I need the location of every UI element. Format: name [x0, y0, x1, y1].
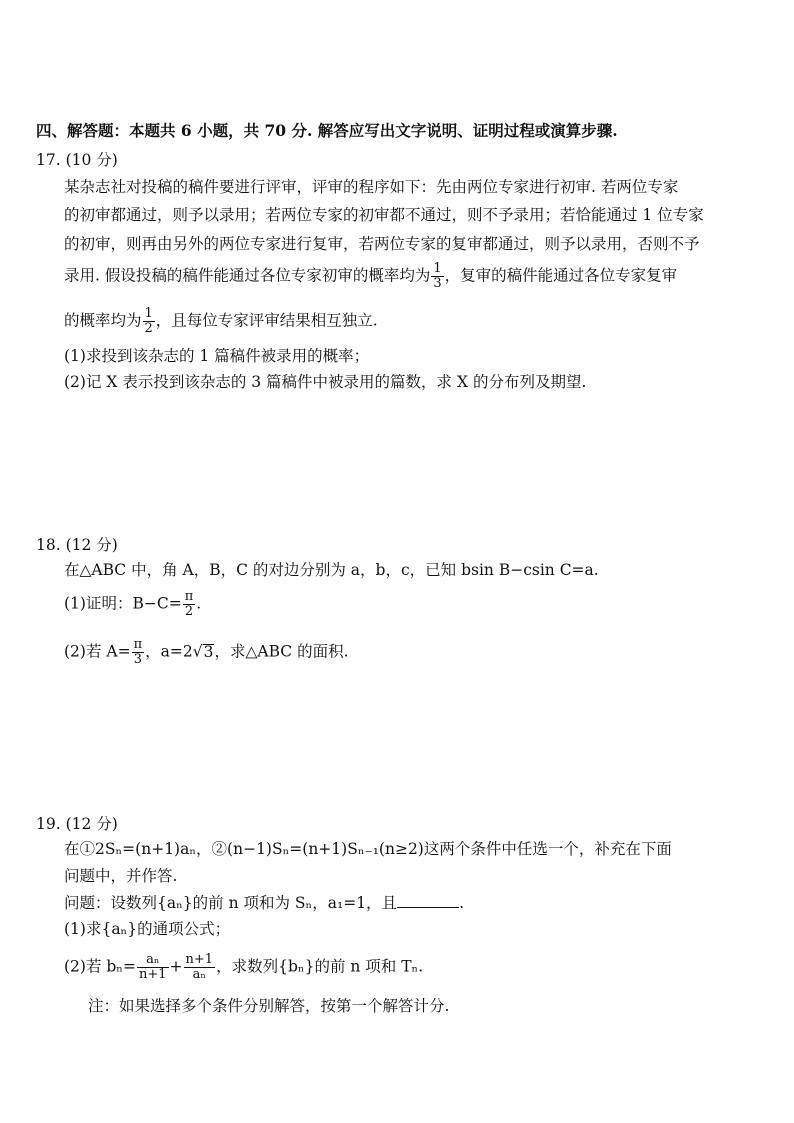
q18-part2-text-a: (2)若 A= — [64, 642, 131, 661]
q17-line3: 的初审，则再由另外的两位专家进行复审，若两位专家的复审都通过，则予以录用，否则不予 — [64, 235, 700, 253]
fraction-an-over-n-plus-1: $\frac{\text{aₙ}}{n+1}$ — [139, 952, 167, 982]
fraction-one-third: $\frac{1}{3}$ — [433, 261, 442, 291]
q18-part2-text-c: ，求△ABC 的面积. — [214, 642, 349, 661]
q17-line4 — [64, 262, 677, 291]
q18-part1-text-b: . — [196, 594, 202, 613]
q19-line2: 问题中，并作答. — [64, 867, 178, 885]
q18-part1-text-a: (1)证明：B−C= — [64, 594, 182, 613]
q18-part2 — [64, 638, 349, 667]
q18-line1: 在△ABC 中，角 A，B，C 的对边分别为 a，b，c，已知 bsin B−csin C=a. — [64, 561, 599, 579]
q17-line5-text-a: 的概率均为 — [64, 311, 142, 330]
q17-part2: (2)记 X 表示投到该杂志的 3 篇稿件中被录用的篇数，求 X 的分布列及期望. — [64, 373, 587, 391]
q19-part2 — [64, 953, 423, 982]
q19-number: 19. (12 分) — [36, 815, 118, 833]
fraction-n-plus-1-over-an: $\frac{n+1}{\text{aₙ}}$ — [185, 952, 214, 982]
q19-note: 注：如果选择多个条件分别解答，按第一个解答计分. — [88, 997, 450, 1015]
q18-part2-text-b: ，a=2 — [145, 642, 193, 661]
q17-line1: 某杂志社对投稿的稿件要进行评审，评审的程序如下：先由两位专家进行初审. 若两位专家 — [64, 178, 679, 196]
q19-line3 — [64, 893, 464, 913]
section-header: 四、解答题：本题共 6 小题，共 70 分. 解答应写出文字说明、证明过程或演算步骤. — [36, 121, 618, 140]
fraction-pi-over-3: $\frac{\pi}{3}$ — [133, 637, 143, 667]
q17-line4-text-b: ，复审的稿件能通过各位专家复审 — [444, 266, 678, 285]
fraction-pi-over-2: $\frac{\pi}{2}$ — [184, 589, 194, 619]
q17-line5-text-b: ，且每位专家评审结果相互独立. — [155, 311, 378, 330]
sqrt-radicand: 3 — [203, 642, 214, 661]
q18-part1 — [64, 590, 201, 619]
q17-part1: (1)求投到该杂志的 1 篇稿件被录用的概率； — [64, 347, 370, 365]
q17-line5 — [64, 307, 378, 336]
q17-line4-text-a: 录用. 假设投稿的稿件能通过各位专家初审的概率均为 — [64, 266, 431, 285]
fill-in-blank — [397, 893, 459, 908]
sqrt-symbol: √ — [192, 642, 203, 661]
plus-sign: + — [169, 957, 183, 976]
q17-number: 17. (10 分) — [36, 151, 118, 169]
q18-number: 18. (12 分) — [36, 536, 118, 554]
fraction-one-half: $\frac{1}{2}$ — [144, 306, 153, 336]
q17-line2: 的初审都通过，则予以录用；若两位专家的初审都不通过，则不予录用；若恰能通过 1 位专家 — [64, 206, 704, 224]
q19-line1: 在①2Sₙ=(n+1)aₙ，②(n−1)Sₙ=(n+1)Sₙ₋₁(n≥2)这两个条件中任选一个，补充在下面 — [64, 840, 672, 858]
q19-part2-text-a: (2)若 bₙ= — [64, 957, 136, 976]
q19-line3-text-b: . — [459, 894, 464, 912]
q19-line3-text-a: 问题：设数列{aₙ}的前 n 项和为 Sₙ，a₁=1，且 — [64, 894, 398, 912]
q19-part2-text-b: ，求数列{bₙ}的前 n 项和 Tₙ. — [216, 957, 424, 976]
q19-part1: (1)求{aₙ}的通项公式； — [64, 920, 231, 938]
